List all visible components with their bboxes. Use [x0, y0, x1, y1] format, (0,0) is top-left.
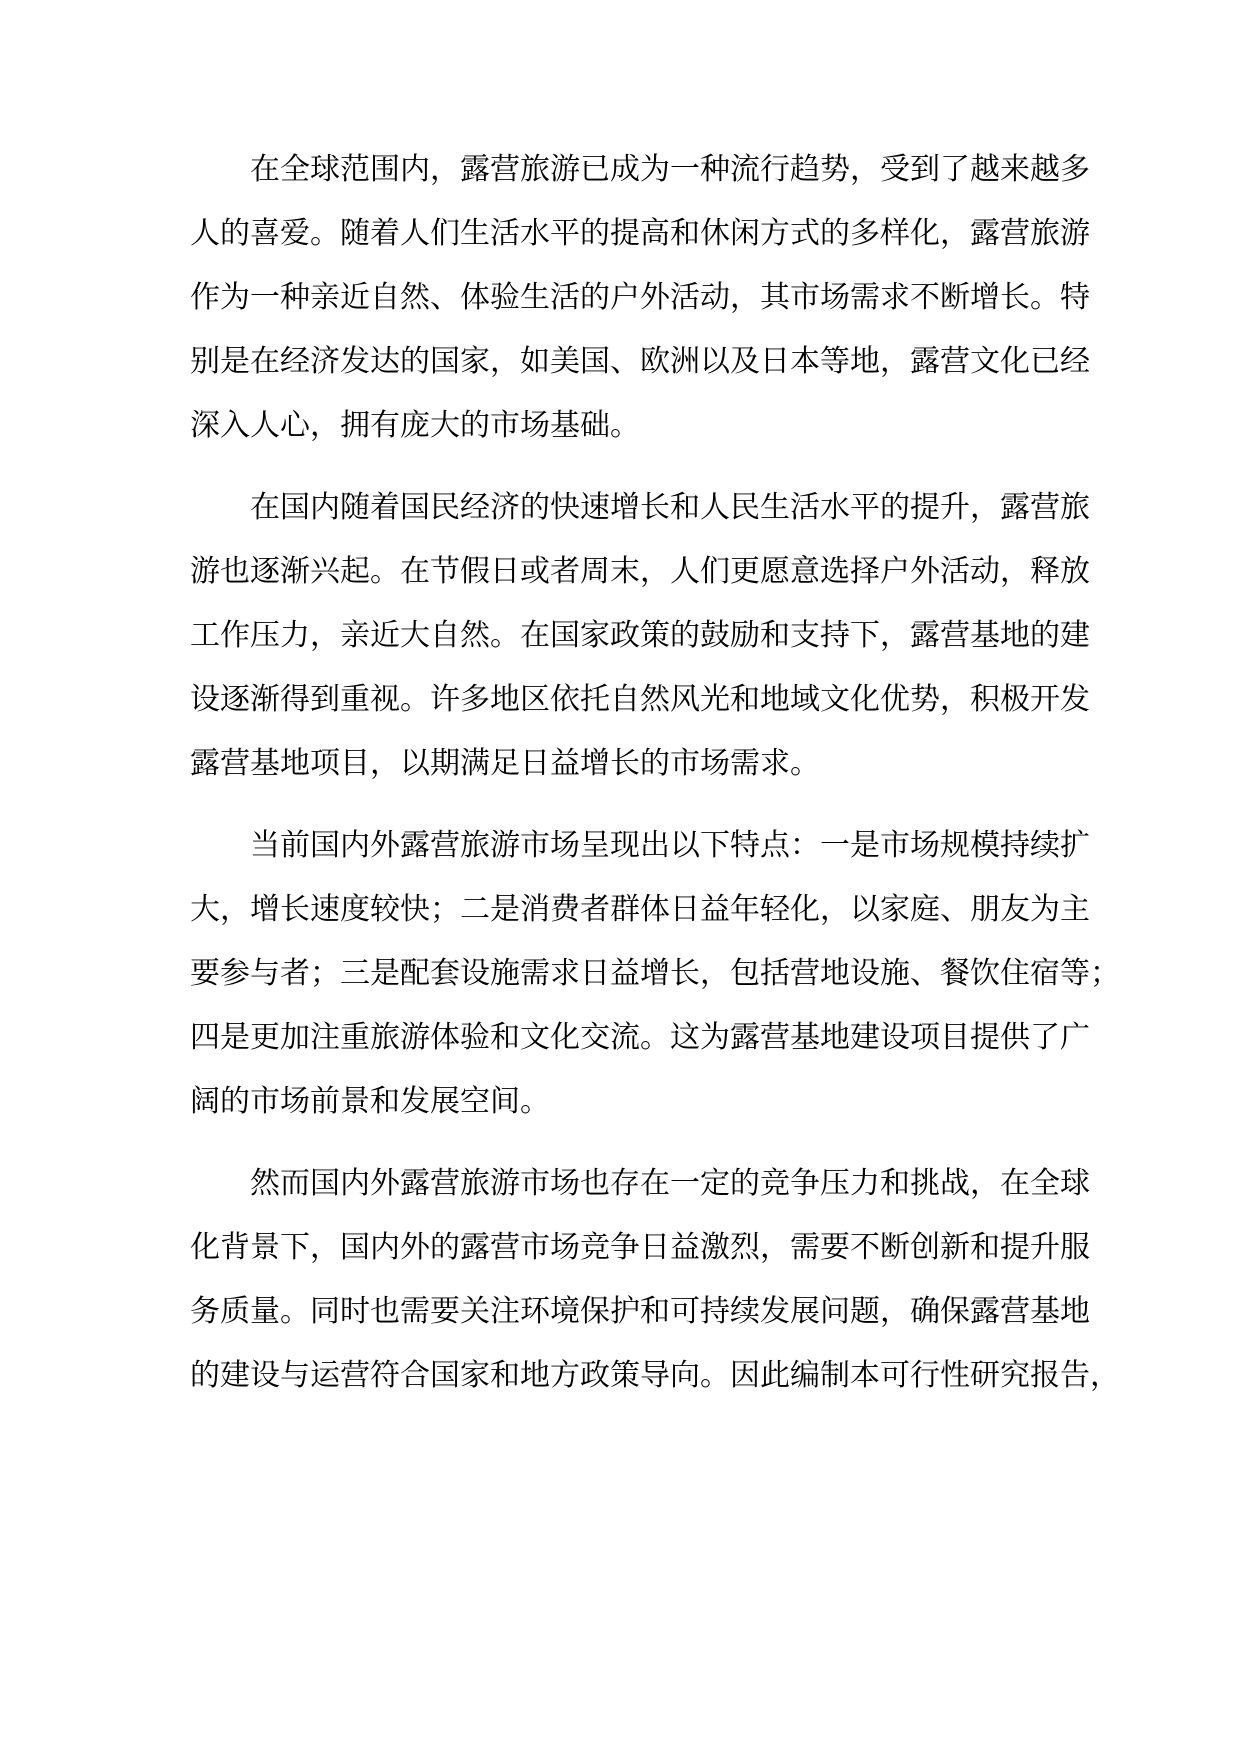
- paragraph-line: 露营基地项目，以期满足日益增长的市场需求。: [190, 746, 820, 781]
- paragraph-line: 阔的市场前景和发展空间。: [190, 1084, 550, 1119]
- paragraph-line: 的建设与运营符合国家和地方政策导向。因此编制本可行性研究报告，: [190, 1358, 1120, 1393]
- paragraph-line: 别是在经济发达的国家，如美国、欧洲以及日本等地，露营文化已经: [190, 344, 1090, 379]
- paragraph-line: 大，增长速度较快；二是消费者群体日益年轻化，以家庭、朋友为主: [190, 892, 1090, 927]
- paragraph-line: 工作压力，亲近大自然。在国家政策的鼓励和支持下，露营基地的建: [190, 618, 1090, 653]
- document-body: [190, 138, 1120, 1426]
- paragraph-line: 四是更加注重旅游体验和文化交流。这为露营基地建设项目提供了广: [190, 1020, 1090, 1055]
- paragraph-line: 游也逐渐兴起。在节假日或者周末，人们更愿意选择户外活动，释放: [190, 554, 1090, 589]
- paragraph-line: 然而国内外露营旅游市场也存在一定的竞争压力和挑战，在全球: [250, 1166, 1090, 1201]
- paragraph-line: 务质量。同时也需要关注环境保护和可持续发展问题，确保露营基地: [190, 1294, 1090, 1329]
- paragraph-line: 化背景下，国内外的露营市场竞争日益激烈，需要不断创新和提升服: [190, 1230, 1090, 1265]
- paragraph-line: 人的喜爱。随着人们生活水平的提高和休闲方式的多样化，露营旅游: [190, 216, 1090, 251]
- paragraph-1: [190, 138, 1090, 458]
- paragraph-line: 设逐渐得到重视。许多地区依托自然风光和地域文化优势，积极开发: [190, 682, 1090, 717]
- paragraph-2: [190, 476, 1090, 796]
- paragraph-line: 深入人心，拥有庞大的市场基础。: [190, 408, 640, 443]
- paragraph-3: [190, 814, 1120, 1134]
- paragraph-4: [190, 1152, 1120, 1408]
- paragraph-line: 在国内随着国民经济的快速增长和人民生活水平的提升，露营旅: [250, 490, 1090, 525]
- paragraph-line: 要参与者；三是配套设施需求日益增长，包括营地设施、餐饮住宿等；: [190, 956, 1120, 991]
- paragraph-line: 在全球范围内，露营旅游已成为一种流行趋势，受到了越来越多: [250, 152, 1090, 187]
- paragraph-line: 作为一种亲近自然、体验生活的户外活动，其市场需求不断增长。特: [190, 280, 1090, 315]
- paragraph-line: 当前国内外露营旅游市场呈现出以下特点：一是市场规模持续扩: [250, 828, 1090, 863]
